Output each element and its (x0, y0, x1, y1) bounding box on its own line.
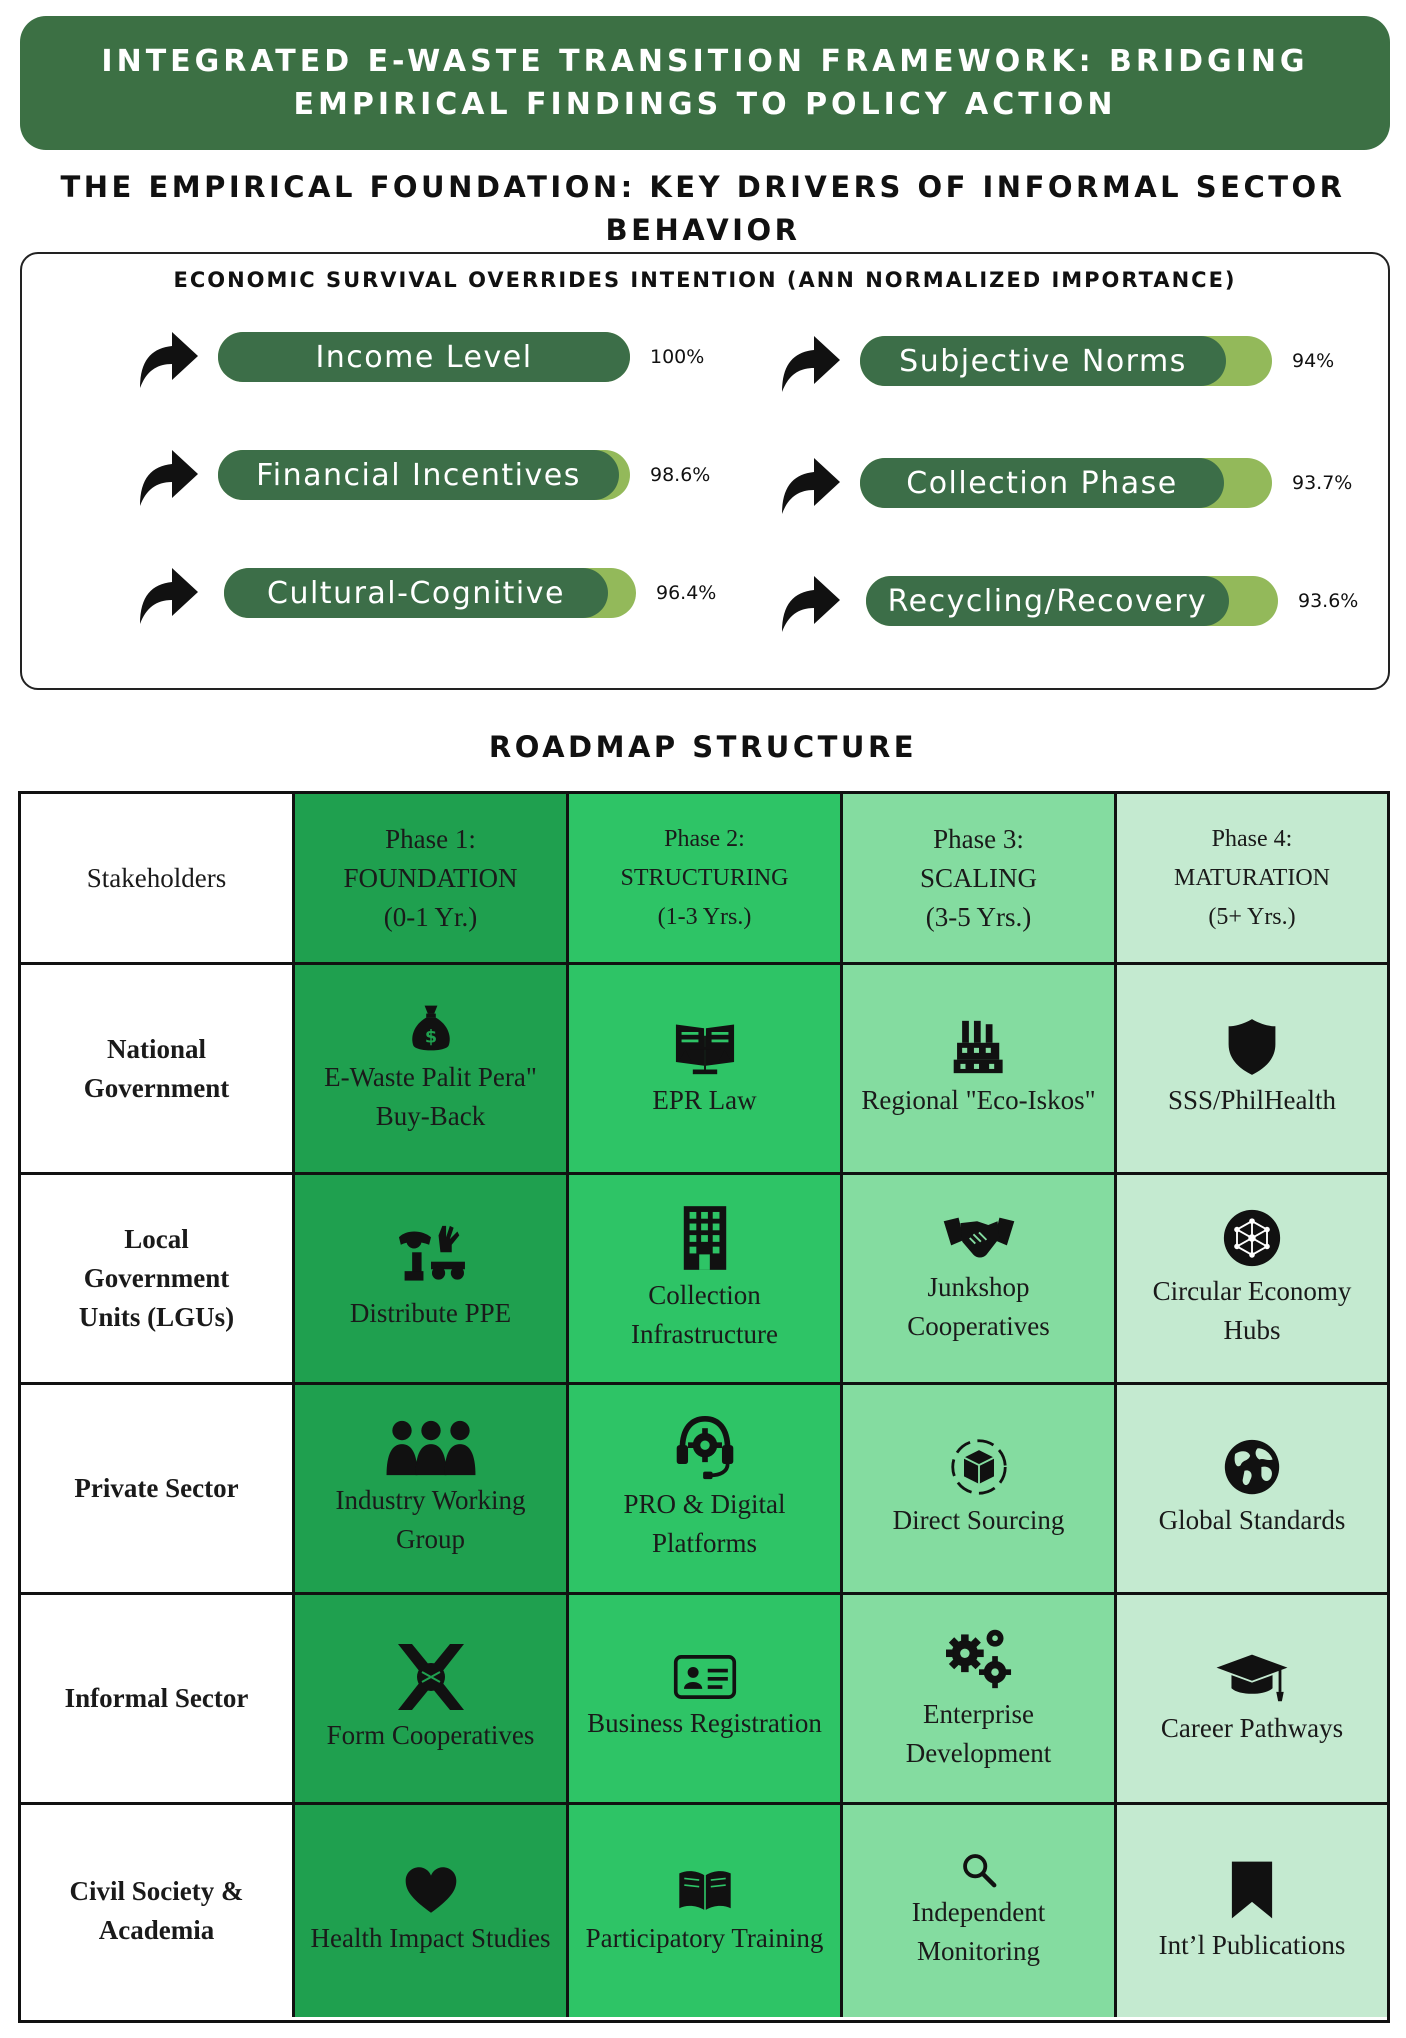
phase-number: Phase 4: (1211, 825, 1293, 852)
action-cell (295, 965, 569, 1175)
driver-label: Income Level (315, 339, 533, 375)
joined-hands-icon (396, 1642, 466, 1716)
driver-item (132, 332, 732, 388)
phase-header (295, 794, 569, 965)
phase-header (569, 794, 843, 965)
phase-header (1117, 794, 1387, 965)
magnifier-icon (960, 1851, 998, 1893)
roadmap-table (18, 791, 1390, 2023)
globe-icon (1222, 1437, 1282, 1501)
action-cell (569, 1385, 843, 1595)
stakeholder-cell (21, 1595, 295, 1805)
heart-icon (404, 1865, 458, 1919)
action-cell (295, 1175, 569, 1385)
action-label: Independent Monitoring (911, 1897, 1046, 1966)
action-label: Enterprise Development (905, 1698, 1052, 1768)
importance-bar (866, 576, 1278, 626)
action-cell (1117, 965, 1387, 1175)
action-label: Distribute PPE (349, 1298, 512, 1328)
action-label: Collection Infrastructure (631, 1279, 778, 1349)
curved-arrow-icon (774, 570, 844, 636)
importance-fill (860, 458, 1224, 508)
action-cell (843, 1595, 1117, 1805)
importance-bar (860, 336, 1272, 386)
stakeholder-label: Private Sector (74, 1473, 239, 1503)
phase-name: STRUCTURING (620, 864, 789, 891)
driver-value: 100% (650, 346, 705, 368)
action-cell (843, 965, 1117, 1175)
importance-fill (860, 336, 1226, 386)
stakeholder-label: Civil Society & Academia (69, 1876, 244, 1945)
action-cell (843, 1805, 1117, 2017)
roadmap-title: ROADMAP STRUCTURE (488, 730, 918, 764)
drivers-panel (20, 252, 1390, 690)
phase-number: Phase 3: (933, 823, 1024, 854)
stakeholder-cell (21, 1175, 295, 1385)
phase-number: Phase 2: (664, 825, 745, 852)
driver-value: 94% (1292, 350, 1335, 372)
action-label: Int’l Publications (1158, 1929, 1346, 1960)
action-label: SSS/PhilHealth (1167, 1085, 1337, 1115)
curved-arrow-icon (774, 330, 844, 396)
headset-gear-icon (674, 1415, 736, 1485)
phase-duration: (5+ Yrs.) (1208, 903, 1296, 930)
title-banner (20, 16, 1390, 150)
driver-label: Collection Phase (906, 465, 1178, 501)
action-label: Business Registration (587, 1708, 822, 1738)
law-book-icon (672, 1017, 738, 1081)
stakeholders-header-label: Stakeholders (86, 862, 227, 893)
stakeholder-label: National Government (83, 1033, 230, 1103)
curved-arrow-icon (132, 326, 202, 392)
factory-icon (952, 1017, 1006, 1081)
driver-item (132, 450, 732, 506)
action-label: EPR Law (652, 1085, 757, 1115)
bookmark-icon (1227, 1858, 1277, 1926)
gears-icon (944, 1625, 1014, 1695)
driver-value: 96.4% (656, 582, 717, 604)
action-label: Career Pathways (1160, 1713, 1344, 1743)
action-label: Circular Economy Hubs (1152, 1275, 1352, 1345)
phase-name: SCALING (919, 862, 1037, 893)
action-label: Health Impact Studies (310, 1922, 551, 1953)
importance-fill (866, 576, 1229, 626)
phase-duration: (1-3 Yrs.) (657, 903, 752, 930)
handshake-icon (941, 1212, 1017, 1268)
shield-icon (1225, 1017, 1279, 1081)
importance-bar (218, 332, 630, 382)
action-label: Industry Working Group (335, 1484, 526, 1554)
page-title: INTEGRATED E-WASTE TRANSITION FRAMEWORK: BRIDGING EMPIRICAL FINDINGS TO POLICY ACTION (101, 44, 1309, 122)
driver-item (774, 458, 1374, 514)
phase-duration: (0-1 Yr.) (383, 901, 478, 932)
money-bag-icon (407, 1002, 455, 1058)
action-cell (295, 1595, 569, 1805)
action-cell (295, 1385, 569, 1595)
action-cell (843, 1385, 1117, 1595)
driver-item (132, 568, 732, 624)
action-cell (295, 1805, 569, 2017)
phase-name: MATURATION (1174, 864, 1330, 891)
stakeholder-cell (21, 1385, 295, 1595)
action-label: Form Cooperatives (326, 1720, 535, 1750)
action-label: E-Waste Palit Pera" Buy-Back (324, 1061, 537, 1131)
stakeholder-cell (21, 1805, 295, 2017)
action-cell (1117, 1595, 1387, 1805)
driver-label: Subjective Norms (899, 343, 1187, 379)
open-book-icon (676, 1865, 734, 1919)
driver-item (774, 336, 1374, 392)
action-cell (569, 965, 843, 1175)
action-cell (569, 1805, 843, 2017)
stakeholder-label: Local Government Units (LGUs) (78, 1224, 235, 1332)
phase-header (843, 794, 1117, 965)
network-hub-icon (1222, 1208, 1282, 1272)
group-icon (384, 1419, 478, 1481)
cube-cycle-icon (949, 1437, 1009, 1501)
driver-label: Recycling/Recovery (887, 583, 1208, 619)
stakeholder-cell (21, 965, 295, 1175)
action-cell (569, 1175, 843, 1385)
driver-value: 98.6% (650, 464, 711, 486)
driver-label: Financial Incentives (256, 457, 581, 493)
importance-bar (218, 450, 630, 500)
phase-name: FOUNDATION (343, 862, 518, 893)
drivers-panel-heading: ECONOMIC SURVIVAL OVERRIDES INTENTION (ANN NORMALIZED IMPORTANCE) (173, 268, 1237, 292)
driver-label: Cultural-Cognitive (267, 575, 565, 611)
phase-number: Phase 1: (385, 823, 476, 854)
stakeholders-header (21, 794, 295, 965)
id-card-icon (673, 1654, 737, 1704)
driver-item (774, 576, 1374, 632)
action-cell (843, 1175, 1117, 1385)
action-cell (1117, 1385, 1387, 1595)
action-label: Direct Sourcing (892, 1505, 1065, 1535)
action-cell (1117, 1175, 1387, 1385)
importance-fill (224, 568, 608, 618)
action-label: PRO & Digital Platforms (623, 1488, 786, 1558)
driver-value: 93.7% (1292, 472, 1353, 494)
importance-fill (218, 332, 630, 382)
action-label: Regional "Eco-Iskos" (861, 1085, 1096, 1115)
foundation-title: THE EMPIRICAL FOUNDATION: KEY DRIVERS OF INFORMAL SECTOR BEHAVIOR (60, 170, 1346, 247)
building-icon (678, 1204, 732, 1276)
action-cell (1117, 1805, 1387, 2017)
action-label: Participatory Training (585, 1922, 824, 1953)
phase-duration: (3-5 Yrs.) (925, 901, 1032, 932)
action-label: Junkshop Cooperatives (907, 1271, 1050, 1341)
curved-arrow-icon (132, 444, 202, 510)
driver-value: 93.6% (1298, 590, 1359, 612)
importance-fill (218, 450, 619, 500)
importance-bar (860, 458, 1272, 508)
curved-arrow-icon (132, 562, 202, 628)
curved-arrow-icon (774, 452, 844, 518)
action-label: Global Standards (1158, 1505, 1346, 1535)
importance-bar (224, 568, 636, 618)
graduation-cap-icon (1214, 1649, 1290, 1709)
svg-text:$: $ (424, 1026, 437, 1047)
action-cell (569, 1595, 843, 1805)
stakeholder-label: Informal Sector (64, 1683, 249, 1713)
ppe-icon (392, 1224, 470, 1294)
